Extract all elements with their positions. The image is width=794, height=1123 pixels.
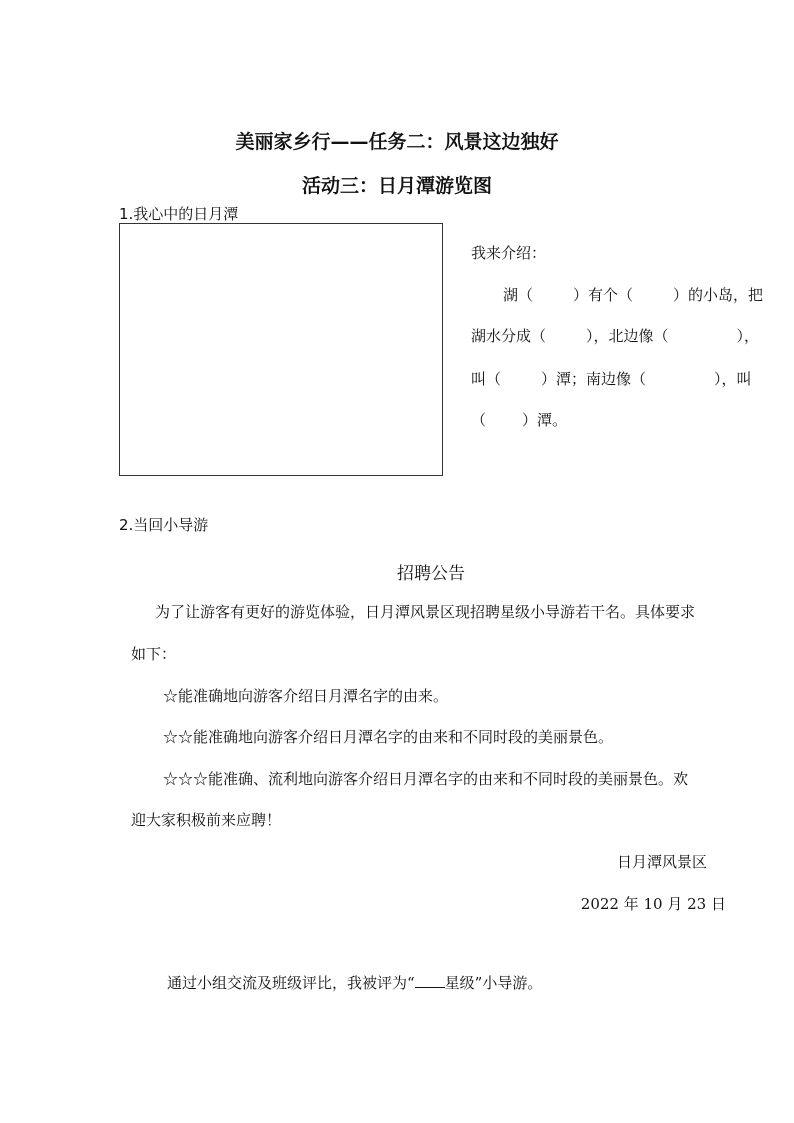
result-text: 星级”小导游。 [444, 974, 543, 992]
fill-line-4 [471, 409, 567, 430]
star-level-blank[interactable] [415, 975, 445, 988]
notice-paragraph: 为了让游客有更好的游览体验，日月潭风景区现招聘星级小导游若干名。具体要求 [155, 603, 696, 621]
section-1-label: 1.我心中的日月潭 [119, 205, 239, 223]
fill-text: ）潭；南边像（ [541, 370, 647, 388]
drawing-box[interactable] [119, 223, 443, 476]
fill-text: ）潭。 [522, 411, 568, 429]
notice-title: 招聘公告 [397, 564, 465, 584]
notice-paragraph-cont: 如下： [131, 645, 177, 663]
requirement-2-star: ☆☆能准确地向游客介绍日月潭名字的由来和不同时段的美丽景色。 [163, 728, 614, 746]
fill-line-3 [471, 368, 752, 389]
page-title: 美丽家乡行——任务二：风景这边独好 [235, 131, 559, 153]
fill-text: 湖（ [503, 286, 534, 304]
requirement-3-star: ☆☆☆能准确、流利地向游客介绍日月潭名字的由来和不同时段的美丽景色。欢 [163, 770, 689, 788]
requirement-1-star: ☆能准确地向游客介绍日月潭名字的由来。 [163, 687, 449, 705]
notice-date: 2022 年 10 月 23 日 [580, 895, 726, 913]
fill-text: （ [471, 411, 487, 429]
fill-text: ）有个（ [573, 286, 634, 304]
intro-label: 我来介绍： [471, 244, 547, 262]
fill-line-1 [503, 284, 763, 305]
activity-subtitle: 活动三：日月潭游览图 [301, 175, 492, 197]
fill-text: ）的小岛，把 [673, 286, 764, 304]
fill-text: ），北边像（ [586, 327, 669, 345]
fill-text: 叫（ [471, 370, 502, 388]
fill-text: ），叫 [714, 370, 752, 388]
result-sentence [167, 972, 542, 993]
result-text: 通过小组交流及班级评比，我被评为“ [167, 974, 415, 992]
fill-line-2 [471, 325, 759, 346]
requirement-3-cont: 迎大家积极前来应聘！ [131, 811, 282, 829]
section-2-label: 2.当回小导游 [119, 516, 209, 534]
notice-signature: 日月潭风景区 [616, 853, 707, 871]
fill-text: 湖水分成（ [471, 327, 547, 345]
fill-text: ）， [736, 327, 760, 345]
